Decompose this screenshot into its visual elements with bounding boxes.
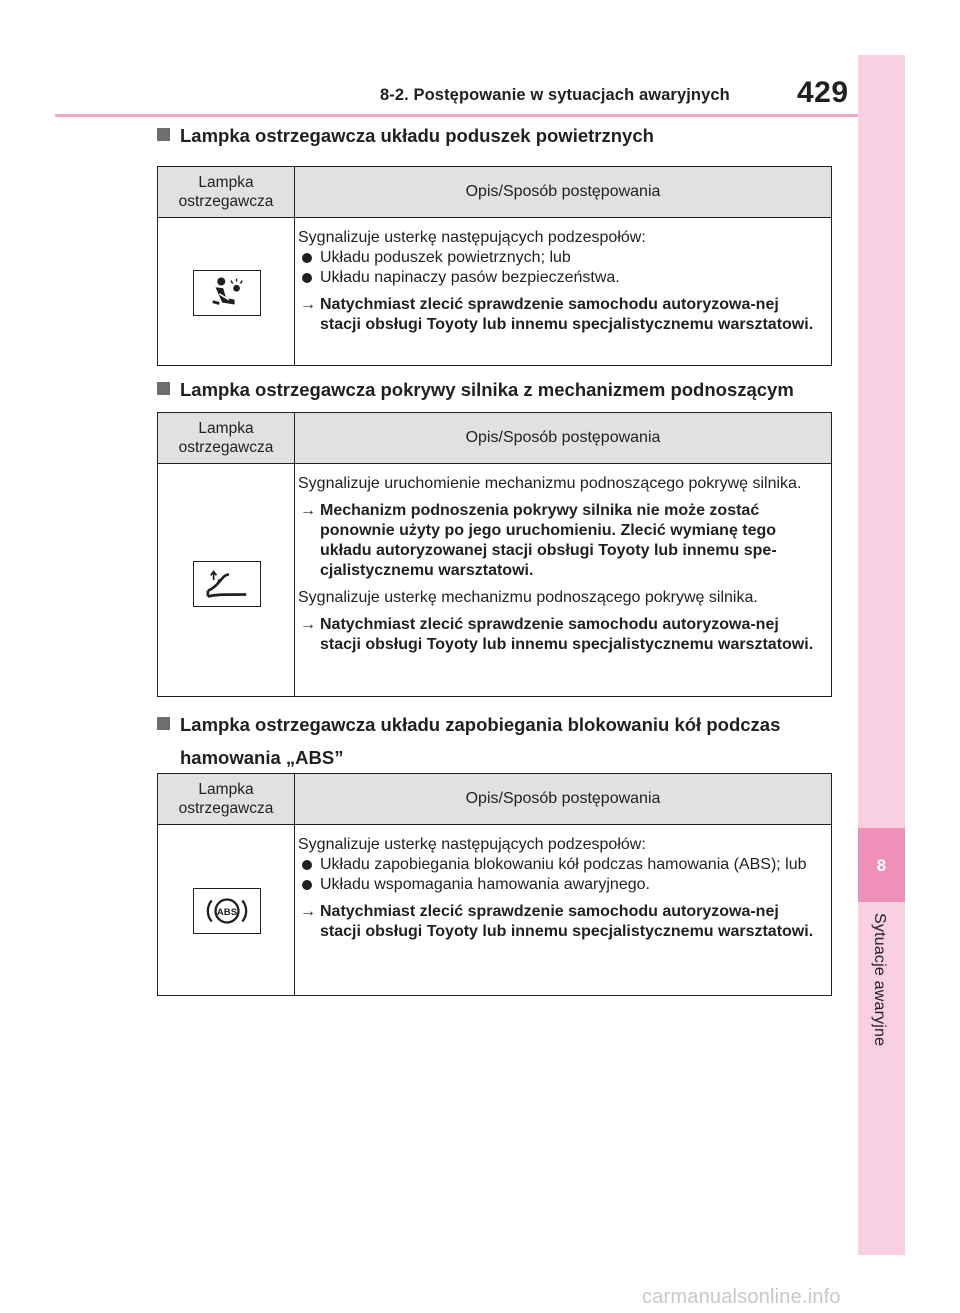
- abs-table: [157, 773, 832, 996]
- description-cell: [295, 825, 831, 995]
- description-text: Sygnalizuje usterkę następujących podzespołów:: [298, 836, 646, 853]
- description-text: Sygnalizuje usterkę następujących podzespołów:: [298, 229, 646, 246]
- lamp-cell: [158, 218, 295, 365]
- description-text: Sygnalizuje uruchomienie mechanizmu podnoszącego pokrywę silnika.: [298, 475, 802, 492]
- pop-up-hood-warning-icon: [193, 561, 261, 607]
- section-heading-airbag: Lampka ostrzegawcza układu poduszek powietrznych: [157, 122, 654, 150]
- page-number: 429: [797, 76, 849, 109]
- arrow-icon: →: [300, 296, 316, 313]
- action-item: → Natychmiast zlecić sprawdzenie samochodu autoryzowa-nej stacji obsługi Toyoty lub innemu specjalistycznemu warsztatowi.: [300, 616, 814, 653]
- description-text: Sygnalizuje usterkę mechanizmu podnoszącego pokrywę silnika.: [298, 589, 758, 606]
- section-heading-pop-up-hood: Lampka ostrzegawcza pokrywy silnika z mechanizmem podnoszącym: [157, 376, 794, 404]
- header-divider: [55, 114, 858, 117]
- chapter-number-box: [858, 828, 905, 902]
- lamp-cell: [158, 464, 295, 696]
- action-item: → Mechanizm podnoszenia pokrywy silnika nie może zostać ponownie użyty po jego uruchomieniu. Zlecić wymianę tego układu autoryzowanej stacji obsługi Toyoty lub innemu spe-cjalistycznemu warsztatowi.: [300, 502, 777, 579]
- arrow-icon: →: [300, 502, 316, 519]
- square-bullet-icon: [157, 717, 170, 730]
- list-item: Układu zapobiegania blokowaniu kół podczas hamowania (ABS); lub: [298, 855, 817, 875]
- page-header: [55, 74, 858, 118]
- table-header-description: Opis/Sposób postępowania: [465, 429, 661, 446]
- abs-warning-icon: [193, 888, 261, 934]
- svg-text:ABS: ABS: [216, 906, 238, 918]
- lamp-cell: [158, 825, 295, 995]
- chapter-number: 8: [876, 856, 887, 875]
- chapter-label: Sytuacje awaryjne: [871, 913, 888, 1047]
- table-header-row: [158, 167, 831, 218]
- square-bullet-icon: [157, 128, 170, 141]
- list-item: Układu napinaczy pasów bezpieczeństwa.: [298, 268, 817, 288]
- pop-up-hood-table: [157, 412, 832, 697]
- table-header-description: Opis/Sposób postępowania: [465, 183, 661, 200]
- arrow-icon: →: [300, 616, 316, 633]
- table-header-row: [158, 774, 831, 825]
- action-item: → Natychmiast zlecić sprawdzenie samochodu autoryzowa-nej stacji obsługi Toyoty lub innemu specjalistycznemu warsztatowi.: [300, 903, 814, 940]
- list-item: Układu wspomagania hamowania awaryjnego.: [298, 875, 817, 895]
- table-header-row: [158, 413, 831, 464]
- table-header-lamp: Lampka ostrzegawcza: [158, 774, 295, 824]
- watermark: carmanualsonline.info: [642, 1286, 841, 1308]
- arrow-icon: →: [300, 903, 316, 920]
- section-heading-abs: Lampka ostrzegawcza układu zapobiegania blokowaniu kół podczas hamowania „ABS”: [157, 711, 780, 772]
- table-header-lamp: Lampka ostrzegawcza: [158, 413, 295, 463]
- square-bullet-icon: [157, 382, 170, 395]
- chapter-side-tab: [858, 55, 905, 1255]
- header-title: 8-2. Postępowanie w sytuacjach awaryjnych: [380, 86, 730, 104]
- table-header-description: Opis/Sposób postępowania: [465, 790, 661, 807]
- description-cell: [295, 464, 831, 696]
- table-row: [158, 218, 831, 365]
- table-row: [158, 825, 831, 995]
- list-item: Układu poduszek powietrznych; lub: [298, 248, 817, 268]
- table-header-lamp: Lampka ostrzegawcza: [158, 167, 295, 217]
- airbag-table: [157, 166, 832, 366]
- airbag-warning-icon: [193, 270, 261, 316]
- table-row: [158, 464, 831, 696]
- description-cell: [295, 218, 831, 365]
- action-item: → Natychmiast zlecić sprawdzenie samochodu autoryzowa-nej stacji obsługi Toyoty lub innemu specjalistycznemu warsztatowi.: [300, 296, 814, 333]
